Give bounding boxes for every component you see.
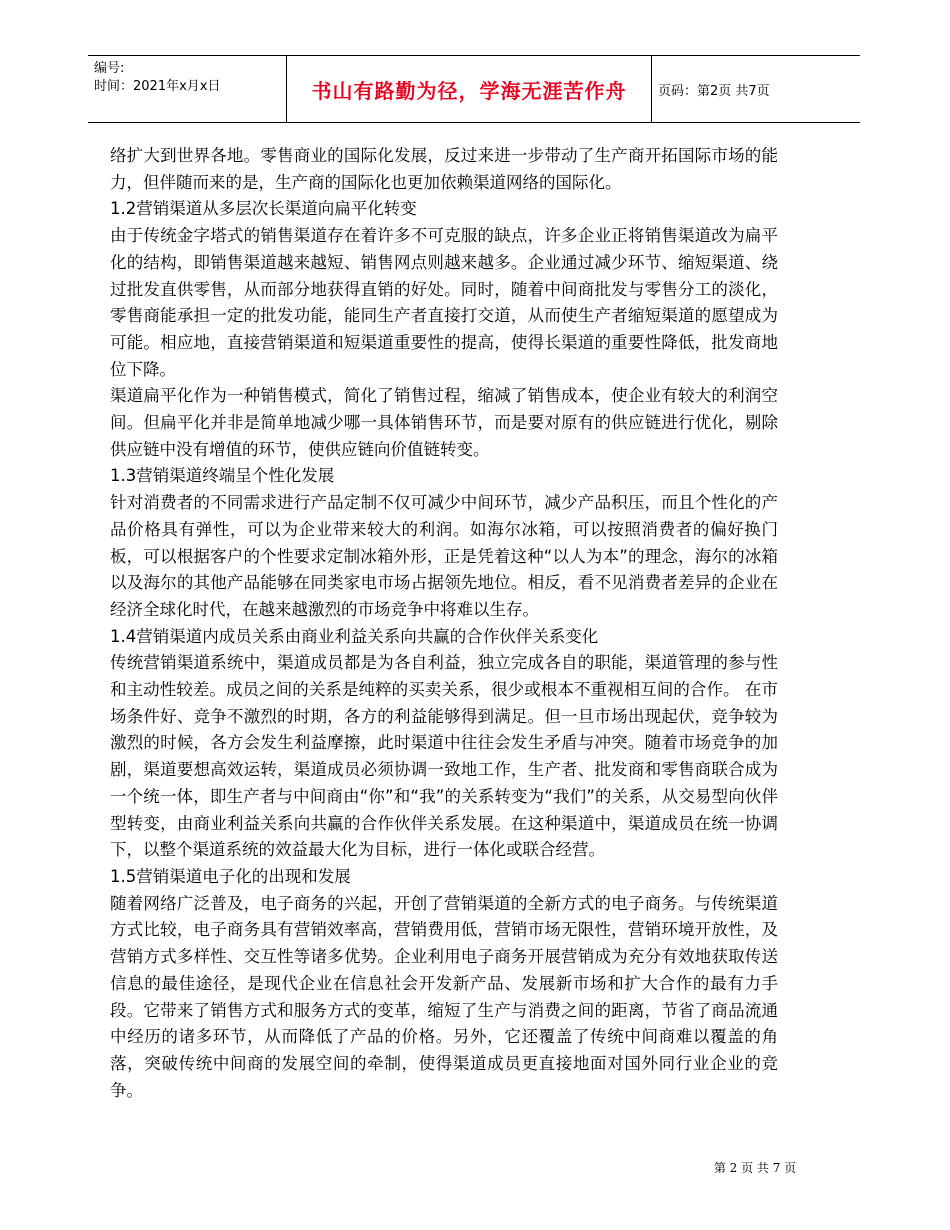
paragraph: 随着网络广泛普及，电子商务的兴起，开创了营销渠道的全新方式的电子商务。与传统渠道方式比较，电子商务具有营销效率高，营销费用低，营销市场无限性，营销环境开放性，及营销方式多样性、交互性等诸多优势。企业利用电子商务开展营销成为充分有效地获取传送信息的最佳途径，是现代企业在信息社会开发新产品、发展新市场和扩大合作的最有力手段。它带来了销售方式和服务方式的变革，缩短了生产与消费之间的距离，节省了商品流通中经历的诸多环节，从而降低了产品的价格。另外，它还覆盖了传统中间商难以覆盖的角落，突破传统中间商的发展空间的牵制，使得渠道成员更直接地面对国外同行业企业的竞争。 [110, 893, 778, 1100]
section-heading: 1.4营销渠道内成员关系由商业利益关系向共赢的合作伙伴关系变化 [110, 626, 599, 646]
section-heading: 1.2营销渠道从多层次长渠道向扁平化转变 [110, 199, 417, 219]
paragraph: 渠道扁平化作为一种销售模式，简化了销售过程，缩减了销售成本，使企业有较大的利润空间。但扁平化并非是简单地减少哪一具体销售环节，而是要对原有的供应链进行优化，剔除供应链中没有增值的环节，使供应链向价值链转变。 [110, 386, 778, 459]
header-motto-cell [286, 56, 652, 122]
page-footer [0, 1157, 950, 1176]
paragraph: 传统营销渠道系统中，渠道成员都是为各自利益，独立完成各自的职能，渠道管理的参与性和主动性较差。成员之间的关系是纯粹的买卖关系，很少或根本不重视相互间的合作。 在市场条件好、竞争不激烈的时期，各方的利益能够得到满足。但一旦市场出现起伏，竞争较为激烈的时候，各方会发生利益摩擦，此时渠道中往往会发生矛盾与冲突。随着市场竞争的加剧，渠道要想高效运转，渠道成员必须协调一致地工作，生产者、批发商和零售商联合成为一个统一体，即生产者与中间商由“你”和“我”的关系转变为“我们”的关系，从交易型向伙伴型转变，由商业利益关系向共赢的合作伙伴关系发展。在这种渠道中，渠道成员在统一协调下，以整个渠道系统的效益最大化为目标，进行一体化或联合经营。 [110, 653, 778, 860]
serial-label: 编号: [94, 61, 125, 76]
motto: 书山有路勤为径，学海无涯苦作舟 [311, 78, 627, 103]
footer-page-number: 第 2 页 共 7 页 [713, 1161, 797, 1175]
paragraph: 针对消费者的不同需求进行产品定制不仅可减少中间环节，减少产品积压，而且个性化的产品价格具有弹性，可以为企业带来较大的利润。如海尔冰箱，可以按照消费者的偏好换门板，可以根据客户的个性要求定制冰箱外形，正是凭着这种“以人为本”的理念，海尔的冰箱以及海尔的其他产品能够在同类家电市场占据领先地位。相反，看不见消费者差异的企业在经济全球化时代，在越来越激烈的市场竞争中将难以生存。 [110, 493, 778, 619]
section-heading: 1.3营销渠道终端呈个性化发展 [110, 466, 335, 486]
paragraph: 络扩大到世界各地。零售商业的国际化发展，反过来进一步带动了生产商开拓国际市场的能力，但伴随而来的是，生产商的国际化也更加依赖渠道网络的国际化。 [110, 146, 778, 192]
header-left-cell [94, 56, 288, 122]
header-page-cell [652, 56, 860, 122]
header-page-number: 页码：第2页 共7页 [658, 83, 770, 99]
document-body [110, 143, 778, 1104]
section-heading: 1.5营销渠道电子化的出现和发展 [110, 866, 351, 886]
page-header [88, 55, 860, 123]
paragraph: 由于传统金字塔式的销售渠道存在着许多不可克服的缺点，许多企业正将销售渠道改为扁平化的结构，即销售渠道越来越短、销售网点则越来越多。企业通过减少环节、缩短渠道、绕过批发直供零售，从而部分地获得直销的好处。同时，随着中间商批发与零售分工的淡化，零售商能承担一定的批发功能，能同生产者直接打交道，从而使生产者缩短渠道的愿望成为可能。相应地，直接营销渠道和短渠道重要性的提高，使得长渠道的重要性降低，批发商地位下降。 [110, 226, 778, 379]
time-label: 时间：2021年x月x日 [94, 79, 221, 94]
